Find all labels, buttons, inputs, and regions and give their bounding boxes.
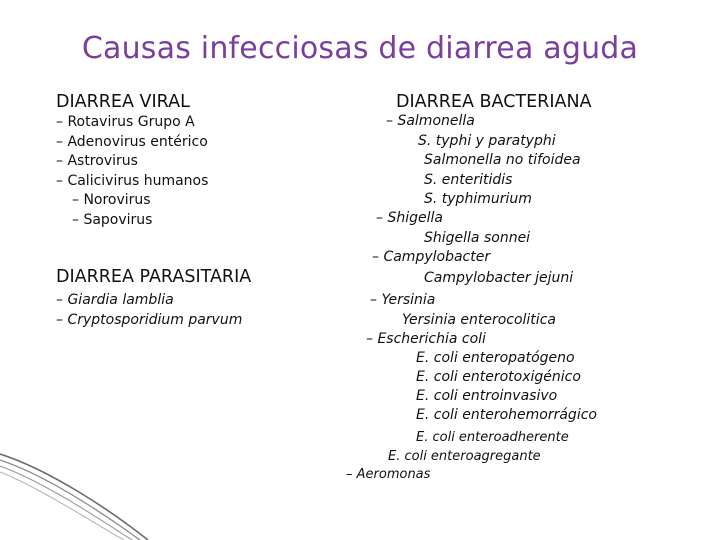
list-item: S. typhi y paratyphi <box>418 133 556 149</box>
list-item: E. coli enteroagregante <box>388 449 541 464</box>
heading-viral: DIARREA VIRAL <box>56 92 190 112</box>
list-viral <box>56 113 208 230</box>
list-item: Salmonella no tifoidea <box>424 152 581 168</box>
list-item: – Campylobacter <box>372 249 491 265</box>
page-title: Causas infecciosas de diarrea aguda <box>81 31 639 66</box>
list-item: S. enteritidis <box>424 172 513 188</box>
corner-decoration <box>0 440 200 540</box>
list-item: – Yersinia <box>370 292 436 308</box>
heading-parasitaria: DIARREA PARASITARIA <box>56 267 252 287</box>
list-item: S. typhimurium <box>424 191 532 207</box>
list-item: – Salmonella <box>386 113 475 129</box>
list-item: Yersinia enterocolitica <box>402 312 556 328</box>
list-item: – Escherichia coli <box>366 331 486 347</box>
heading-bacteriana: DIARREA BACTERIANA <box>396 92 592 112</box>
list-item: E. coli enterotoxigénico <box>416 369 581 385</box>
list-item: Campylobacter jejuni <box>424 270 574 286</box>
list-item: E. coli enteropatógeno <box>416 350 575 366</box>
list-item: – Aeromonas <box>346 467 431 482</box>
list-parasitaria <box>56 291 242 330</box>
list-item: – Calicivirus humanos <box>56 172 209 189</box>
list-item: E. coli enteroadherente <box>416 430 569 445</box>
list-item: E. coli entroinvasivo <box>416 388 558 404</box>
list-item: – Astrovirus <box>56 153 138 169</box>
list-item: – Rotavirus Grupo A <box>56 114 195 130</box>
list-item: – Norovirus <box>72 192 151 208</box>
list-item: – Giardia lamblia <box>56 292 174 308</box>
list-item: E. coli enterohemorrágico <box>416 407 597 423</box>
list-item: Shigella sonnei <box>424 230 531 246</box>
list-item: – Shigella <box>376 210 443 226</box>
list-item: – Cryptosporidium parvum <box>56 311 243 328</box>
list-item: – Sapovirus <box>72 211 153 228</box>
list-item: – Adenovirus entérico <box>56 133 208 150</box>
